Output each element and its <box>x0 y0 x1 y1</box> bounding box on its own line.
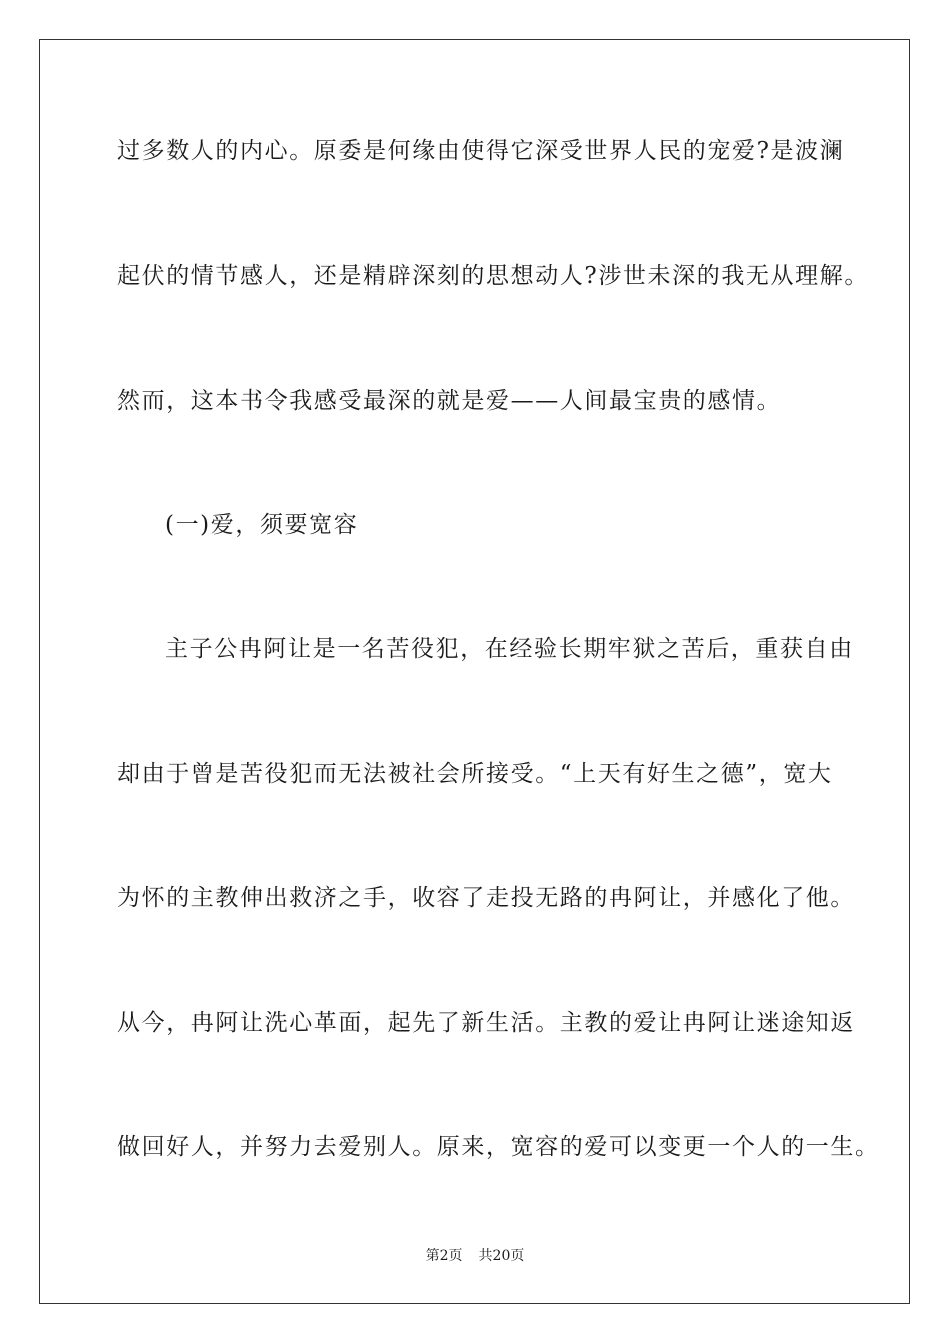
text-line-7: 为怀的主教伸出救济之手，收容了走投无路的冉阿让，并感化了他。 <box>117 885 855 911</box>
text-line-5: 主子公冉阿让是一名苦役犯，在经验长期牢狱之苦后，重获自由 <box>165 636 854 662</box>
text-line-6: 却由于曾是苦役犯而无法被社会所接受。“上天有好生之德”，宽大 <box>117 761 833 787</box>
text-line-3: 然而，这本书令我感受最深的就是爱——人间最宝贵的感情。 <box>117 388 782 414</box>
section-heading: (一)爱，须要宽容 <box>165 512 359 538</box>
page-border <box>39 39 910 1304</box>
total-pages: 共20页 <box>478 1248 525 1264</box>
text-line-2: 起伏的情节感人，还是精辟深刻的思想动人?涉世未深的我无从理解。 <box>117 263 869 289</box>
text-line-8: 从今，冉阿让洗心革面，起先了新生活。主教的爱让冉阿让迷途知返 <box>117 1010 855 1036</box>
page-footer <box>0 1247 950 1265</box>
text-line-1: 过多数人的内心。原委是何缘由使得它深受世界人民的宠爱?是波澜 <box>117 138 845 164</box>
text-line-9: 做回好人，并努力去爱别人。原来，宽容的爱可以变更一个人的一生。 <box>117 1134 880 1160</box>
page-number: 第2页 <box>425 1248 463 1264</box>
